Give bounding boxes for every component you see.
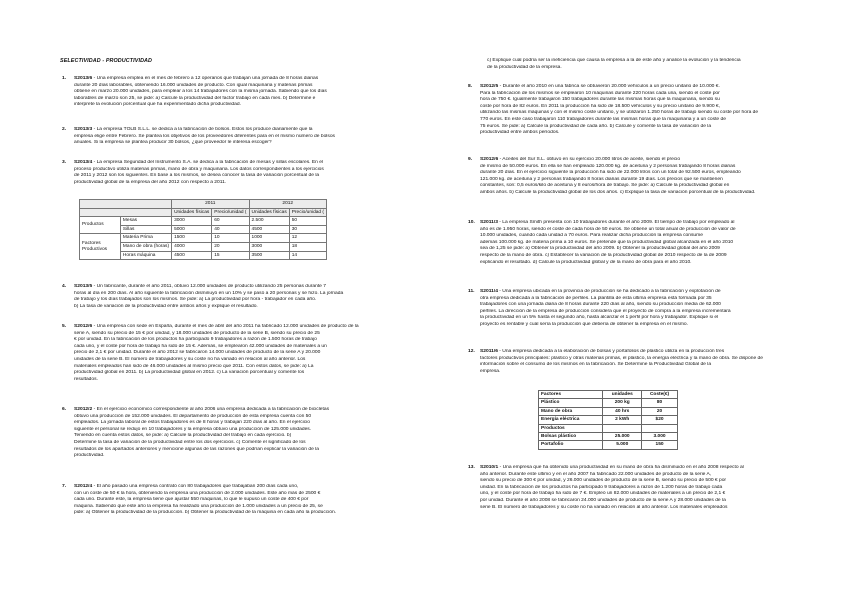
table-cell xyxy=(642,424,678,432)
table-row xyxy=(539,399,678,407)
factors-table xyxy=(538,390,678,450)
exercise-text-line xyxy=(480,220,836,227)
exercise-number: 10. xyxy=(468,220,475,225)
table-cell: 4000 xyxy=(172,242,212,251)
exercise-text-line: proceso productivo utiliza materias primas, mano de obra y maquinaria. Los datos correspondientes a los ejercicios xyxy=(74,166,324,172)
table-cell: 20 xyxy=(212,242,249,251)
exercise-code: S2013/5 xyxy=(74,284,93,289)
exercise-text-line: máquina. Sabiendo que este año la empresa ha realizado una producción de 1.000 unidades a un precio de 25, se xyxy=(74,503,323,509)
table-cell: 5.000 xyxy=(603,441,642,449)
exercise-number: 3. xyxy=(62,160,67,165)
exercise-text-line: obtiene en marzo 20.000 unidades, para emplear a los 14 trabajadores con la misma jornada. Sabiendo que los días xyxy=(74,89,327,95)
exercise-text-line: Determine la tasa de variación de la productividad entre los dos ejercicios. c) Comente el significado de los xyxy=(74,439,306,445)
exercise-number: 1. xyxy=(62,76,67,81)
exercise-text-line: pide: a) Obtener la productividad de la producción. b) Obtener la productividad de la máquina en cada año la producción. xyxy=(74,510,337,516)
column-header: Unidades físicas xyxy=(172,208,212,217)
exercise-text-line: resultados. xyxy=(74,376,98,382)
exercise-text-line: 121.000 kg. de aceituna y 2 personas trabajando 8 horas diarias durante 19 días. Los precios que se mantienen xyxy=(480,176,723,182)
table-cell: 2.500 xyxy=(249,217,289,226)
continued-text-line: c) Explique cuál podría ser la ineficiencia que causa la empresa a la de este año y analice la evolución y la tendencia xyxy=(487,58,741,63)
column-header: unidades xyxy=(603,391,642,399)
table-cell: Productos xyxy=(539,424,603,432)
exercise-text: - Una empresa emplea en el mes de febrero a 12 operarios que trabajan una jornada de 8 horas diarias xyxy=(92,76,319,81)
exercise-text-line: uno, y el coste por hora de trabajo ha sido de 7 €. Empleó un 82.000 unidades de materiales a un precio de 2,1 € xyxy=(480,491,726,497)
table-row xyxy=(539,433,678,441)
continued-text-line: de la productividad de la empresa. xyxy=(487,64,562,70)
column-header: Coste(€) xyxy=(642,391,678,399)
exercise-text-line: productividad. xyxy=(74,453,105,459)
exercise-text-line: laborables de marzo son 25, se pide: a) Calcule la productividad del factor trabajo en cada mes. b) Determine e xyxy=(74,95,316,101)
group-label: Factores Productivos xyxy=(80,234,121,260)
table-row xyxy=(539,416,678,424)
table-row xyxy=(80,217,327,226)
exercise-text-line: precio de 2,1 € por unidad. Durante el año 2012 se fabricaron 14.000 unidades de producto de la serie A y 20.000 xyxy=(74,350,321,356)
table-cell: 60 xyxy=(212,217,249,226)
table-cell: Materia Prima xyxy=(120,234,171,243)
table-cell: 3500 xyxy=(249,251,289,260)
exercise-text: - Una empresa con sede en España, durante el mes de abril del año 2011 ha fabricado 12.000 unidades de producto de la xyxy=(92,324,359,329)
exercise-text-line: otra empresa dedicada a la fabricación de perfiles. La plantilla de esta última empresa está formada por 35 xyxy=(480,295,712,301)
exercise-text-line xyxy=(480,289,836,296)
exercise-text-line: productividad global de la empresa del año 2012 con respecto a 2011. xyxy=(74,179,227,185)
exercise-text-line: 770 euros. En este caso trabajaron 110 trabajadores durante las mismas horas que la maquinaria y a un coste de xyxy=(480,116,726,122)
column-header: Precio/unidad ( xyxy=(212,208,249,217)
exercise-text-line: año es de 1.950 horas, siendo el coste de cada hora de 50 euros. Se obtiene un total anual de producción de valor de xyxy=(480,226,736,232)
exercise-text-line: € por unidad. En la fabricación de los productos ha participado 9 trabajadores a razón de 1.500 horas de trabajo xyxy=(74,337,317,343)
exercise-text-line xyxy=(74,484,412,491)
exercise-text-line xyxy=(480,465,836,472)
exercise-code: S2013/3 xyxy=(74,127,93,132)
exercise-text-line: 75 euros. Se pide: a) Calcule la productividad de cada año. b) Calcule y comente la tasa de variación de la xyxy=(480,123,712,129)
exercise-code: S2012/6 xyxy=(74,324,93,329)
exercise-number: 13. xyxy=(468,465,475,470)
exercise-code: S2012/4 xyxy=(74,484,93,489)
table-cell: 3.000 xyxy=(642,433,678,441)
corner-cell xyxy=(80,200,172,209)
exercise-text-line: cada uno, y el coste por hora de trabajo ha sido de 15 €. Además, se emplearon 42.000 unidades de materiales a un xyxy=(74,343,327,349)
table-cell: $20 xyxy=(642,416,678,424)
exercise-number: 2. xyxy=(62,127,67,132)
exercise-text-line: con un coste de 50 € la hora, obteniendo la empresa una producción de 2.000 unidades. Este año más de 2500 € xyxy=(74,490,321,496)
exercise-text-line: además 100.000 kg. de materia prima a 10 euros. Se pretende que la productividad global alcanzada en el año 2010 xyxy=(480,239,734,245)
exercise-text-line xyxy=(480,157,836,164)
table-cell: Mano de obra (horas) xyxy=(120,242,171,251)
table-cell: 3000 xyxy=(172,217,212,226)
table-cell: Portafolio xyxy=(539,441,603,449)
table-row xyxy=(539,407,678,415)
exercise-code: S2011/4 xyxy=(480,289,498,294)
table-cell: Sillas xyxy=(120,225,171,234)
year-header: 2012 xyxy=(249,200,326,209)
data-table-2011-2012 xyxy=(79,199,327,260)
table-cell: Mano de obra xyxy=(539,407,603,415)
exercise-text: - Una empresa dedicada a la elaboración de bolsas y portafolios de plástico utiliza en la producción tres xyxy=(497,349,725,354)
column-header: Precio/unidad ( xyxy=(289,208,326,217)
exercise-text-line: de trabajo y los días trabajados son los mismos. Se pide: a) La productividad por hora - trabajador en cada año. xyxy=(74,297,317,303)
exercise-text-line: unidades de la serie B. El número de trabajadores y su coste no ha variado en relación al año anterior. Los xyxy=(74,356,306,362)
exercise-text-line: b) La tasa de variación de la productividad entre ambos años y explique el resultado. xyxy=(74,303,258,309)
exercise-text-line xyxy=(74,127,412,134)
exercise-text-line: constantes, son: 0,5 euros/kilo de aceituna y 8 euros/hora de trabajo. Se pide: a) Calcule la productividad global en xyxy=(480,183,730,189)
exercise-text-line: de mismo de 50.000 euros. En ella se han empleado 120.000 kg. de aceituna y 2 personas trabajando 8 horas diarias xyxy=(480,163,736,169)
page-title: SELECTIVIDAD - PRODUCTIVIDAD xyxy=(60,58,153,64)
table-cell xyxy=(603,424,642,432)
table-cell: 40 hrs xyxy=(603,407,642,415)
exercise-text-line: materiales empleados han sido de 46.000 unidades al mismo precio que 2011. Con estos datos, se pide: a) La xyxy=(74,363,314,369)
exercise-text-line: productividad global en 2011. b) La productividad global en 2012. c) La variación porcentual y comente los xyxy=(74,370,305,376)
exercise-number: 4. xyxy=(62,284,67,289)
exercise-code: S2010/1 xyxy=(480,465,499,470)
exercise-text-line: obtuvo una producción de 152.000 unidades. El departamento de producción de esta empresa cuenta con 50 xyxy=(74,413,312,419)
exercise-text-line xyxy=(74,284,412,291)
exercise-text-line: por unidad. Durante el año 2008 se fabricaron 24.000 unidades de producto de la serie A y 28.000 unidades de la xyxy=(480,497,726,503)
table-cell: 14 xyxy=(289,251,326,260)
exercise-text-line: unidad. En la fabricación de los productos ha participado 9 trabajadores a razón de 1.200 horas de trabajo cada xyxy=(480,484,723,490)
exercise-text-line: año anterior. Durante este último y en el año 2007 ha fabricado 22.000 unidades de producto de la serie A, xyxy=(480,471,712,477)
exercise-text-line: anuales. Si la empresa se plantea producir 30 bolsos, ¿qué proveedor le interesa escoger? xyxy=(74,140,272,146)
exercise-text: - Una empresa que ha obtenido una productividad en su mano de obra ha disminuido en el año 2008 respecto al xyxy=(498,465,744,470)
exercise-text-line: empresa. xyxy=(480,368,501,374)
exercise-text-line: explicando el resultado. d) Calcule la productividad global y de la mano de obra para el año 2010. xyxy=(480,259,692,265)
column-header: Factores xyxy=(539,391,603,399)
exercise-text: - El año pasado una empresa contrató con 80 trabajadores que trabajaban 200 días cada uno, xyxy=(92,484,299,489)
exercise-text-line: serie B. El número de trabajadores y su coste no ha variado en relación al año anterior. Los materiales empleados xyxy=(480,504,728,510)
exercise-text: - La empresa Smith presenta con 10 trabajadores durante el año 2009. El tiempo de trabajo por empleado al xyxy=(497,220,735,225)
exercise-code: S2013/6 xyxy=(74,76,93,81)
exercise-number: 11. xyxy=(468,289,475,294)
exercise-text-line: 10.000 unidades, cuando cada unidad a 70 euros. Para realizar dicha producción la empresa consume xyxy=(480,233,703,239)
exercise-text-line xyxy=(74,76,412,83)
table-row xyxy=(539,424,678,432)
exercise-text-line: empleados. La jornada laboral de estos trabajadores es de 8 horas y trabajan 220 días al año. En el ejercicio xyxy=(74,420,310,426)
exercise-text-line: ambos años. b) Calcule la productividad global de los dos años. c) Explique la tasa de variación porcentual de la productividad. xyxy=(480,189,756,195)
group-label: Productos xyxy=(80,217,121,234)
exercise-code: S2013/4 xyxy=(74,160,93,165)
exercise-text-line: coste por hora de 82 euros. En 2011 la producción ha sido de 18.500 vehículos y su precio unitario de 9.900 €, xyxy=(480,103,720,109)
table-cell: 1000 xyxy=(249,234,289,243)
exercise-code: S2012/6 xyxy=(480,157,499,162)
exercise-text-line: siguiente el personal se redujo en 10 trabajadores y la empresa obtuvo una producción de 125.000 unidades. xyxy=(74,426,312,432)
exercise-text-line: factores productivos principales: plástico y otras materias primas, el plástico, la energía eléctrica y la mano de obra. Se dispone de xyxy=(480,355,763,361)
exercise-text-line: durante 20 días. En el ejercicio siguiente la producción ha sido de 22.000 litros con un total de 92.500 euros, empleando xyxy=(480,170,741,176)
exercise-text: - Un fabricante, durante el año 2011, obtuvo 12.000 unidades de producto utilizando 25 personas durante 7 xyxy=(92,284,326,289)
table-cell: Plástico xyxy=(539,399,603,407)
exercise-text-line: utilizando las mismas máquinas y con el mismo coste unitario, y se utilizaron 1.250 horas de trabajo siendo su coste por hora de xyxy=(480,110,759,116)
table-cell: 80 xyxy=(642,399,678,407)
table-cell: Bolsas plástico xyxy=(539,433,603,441)
table-cell: Mesas xyxy=(120,217,171,226)
exercise-text-line: interprete la evolución porcentual que ha experimentado dicha productividad. xyxy=(74,102,241,108)
column-header: Unidades físicas xyxy=(249,208,289,217)
exercise-text: - En el ejercicio económico correspondiente al año 2006 una empresa dedicada a la fabricación de bicicletas xyxy=(92,407,330,412)
exercise-number: 9. xyxy=(468,157,473,162)
table-cell: 4500 xyxy=(249,225,289,234)
exercise-text-line: serie A, siendo su precio de 15 € por unidad, y 18.000 unidades de producto de la serie B, siendo su precio de 25 xyxy=(74,330,320,336)
exercise-text-line: cada uno. Durante este, la empresa tiene que ajustar 550 máquinas, lo que le supuso un coste de 400 € por xyxy=(74,497,309,503)
exercise-text-line: trabajadores con una jornada diaria de 8 horas durante 220 días al año, siendo su producción media de 62.000 xyxy=(480,302,721,308)
exercise-text-line: productividad entre ambos períodos. xyxy=(480,130,560,136)
table-cell: 200 kg xyxy=(603,399,642,407)
exercise-text: - La empresa Seguridad del Instrumento S.A. se dedica a la fabricación de mesas y sillas escolares. En el xyxy=(92,160,324,165)
table-cell: 20 xyxy=(642,407,678,415)
exercise-text-line xyxy=(74,324,412,331)
exercise-number: 12. xyxy=(468,349,475,354)
exercise-text-line: la productividad en un 5% hasta el segundo año, hasta alcanzar el 1 perfil por hora y trabajador. Explique si el xyxy=(480,315,719,321)
exercise-text-line xyxy=(480,84,836,91)
exercise-text: - Durante el año 2010 en una fábrica se obtuvieron 20.000 vehículos a un precio unitario de 10.000 €. xyxy=(498,84,720,89)
exercise-text-line: durante 20 días laborables, obteniendo 16.000 unidades de producto. Con igual maquinaria y materias primas xyxy=(74,82,313,88)
table-cell: 5000 xyxy=(172,225,212,234)
table-cell: 10 xyxy=(212,234,249,243)
exercise-text-line: perfiles. La dirección de la empresa de producción considera que el proyecto de compra a la empresa incrementará xyxy=(480,308,731,314)
table-cell: 150 xyxy=(642,441,678,449)
exercise-text-line: proyecto es rentable y cuál sería la producción que debería de obtener la empresa en el mismo. xyxy=(480,321,688,327)
exercise-text-line: sea de 1,25 se pide: a) Obtener la productividad del año 2009. b) Obtener la productividad global del año 2009 xyxy=(480,246,720,252)
table-cell: 12 xyxy=(289,234,326,243)
exercise-number: 5. xyxy=(62,324,67,329)
table-cell: 1500 xyxy=(172,234,212,243)
table-cell: 25.000 xyxy=(603,433,642,441)
table-cell: 30 xyxy=(289,225,326,234)
exercise-text-line: hora de 750 €. Igualmente trabajaron 150 trabajadores durante las mismas horas que la maquinaria, siendo su xyxy=(480,97,720,103)
exercise-code: S2012/2 xyxy=(74,407,93,412)
exercise-text-line: Teniendo en cuenta estos datos, se pide: a) Calcule la productividad del trabajo en cada ejercicio. b) xyxy=(74,433,292,439)
table-cell: 2 kWh xyxy=(603,416,642,424)
table-cell: 40 xyxy=(212,225,249,234)
exercise-number: 6. xyxy=(62,407,67,412)
exercise-code: S2012/5 xyxy=(480,84,499,89)
exercise-number: 8. xyxy=(468,84,473,89)
exercise-text: - La empresa TOLB S.L.L. se dedica a la fabricación de bolsos. Estos los produce diariamente que la xyxy=(92,127,313,132)
table-cell: 50 xyxy=(289,217,326,226)
exercise-text-line xyxy=(74,407,412,414)
exercise-text-line: de 2011 y 2012 son los siguientes. En base a los mismos, se desea conocer la tasa de variación porcentual de la xyxy=(74,173,320,179)
exercise-text-line: resultados de los apartados anteriores y mencione algunas de las razones que podrían explicar la variación de la xyxy=(74,446,319,452)
exercise-text-line: información sobre el consumo de los mismos en la fabricación. Se Determine la Productividad Global de la xyxy=(480,362,712,368)
exercise-text: - Una empresa ubicada en la provincia de producción se ha dedicado a la fabricación y explotación de xyxy=(497,289,721,294)
table-cell: 18 xyxy=(289,242,326,251)
corner-cell xyxy=(80,208,172,217)
exercise-text: - Aceites del Sur S.L. obtuvo en su ejercicio 20.000 litros de aceite, siendo el precio xyxy=(498,157,681,162)
year-header: 2011 xyxy=(172,200,249,209)
exercise-text-line: empresa elige entre Febrero. Se plantea los objetivos de los proveedores diferentes para en el mismo número de bolsos xyxy=(74,133,335,139)
exercise-text-line: Para la fabricación de los mismos se emplearon 10 máquinas durante 220 horas cada una, siendo el coste por xyxy=(480,90,720,96)
table-row xyxy=(80,234,327,243)
exercise-text-line xyxy=(74,160,412,167)
exercise-code: S2011/6 xyxy=(480,349,498,354)
table-row xyxy=(539,441,678,449)
table-cell: 15 xyxy=(212,251,249,260)
table-cell: 4500 xyxy=(172,251,212,260)
table-cell: Energía eléctrica xyxy=(539,416,603,424)
table-cell: Horas máquina xyxy=(120,251,171,260)
continued-text xyxy=(487,58,837,71)
exercise-text-line xyxy=(480,349,836,356)
exercise-code: S2011/3 xyxy=(480,220,498,225)
exercise-text-line: respecto de la mano de obra. c) Establecer la variación de la productividad global de 2010 respecto de la de 2009 xyxy=(480,252,727,258)
exercise-text-line: siendo su precio de 300 € por unidad, y 26.000 unidades de producto de la serie B, siendo su precio de 500 € por xyxy=(480,478,727,484)
exercise-number: 7. xyxy=(62,484,67,489)
table-cell: 3000 xyxy=(249,242,289,251)
exercise-text-line: horas al día en 200 días. Al año siguiente la fabricación disminuyó en un 10% y se pasó a 20 personas y se hizo. La jornada xyxy=(74,290,344,296)
